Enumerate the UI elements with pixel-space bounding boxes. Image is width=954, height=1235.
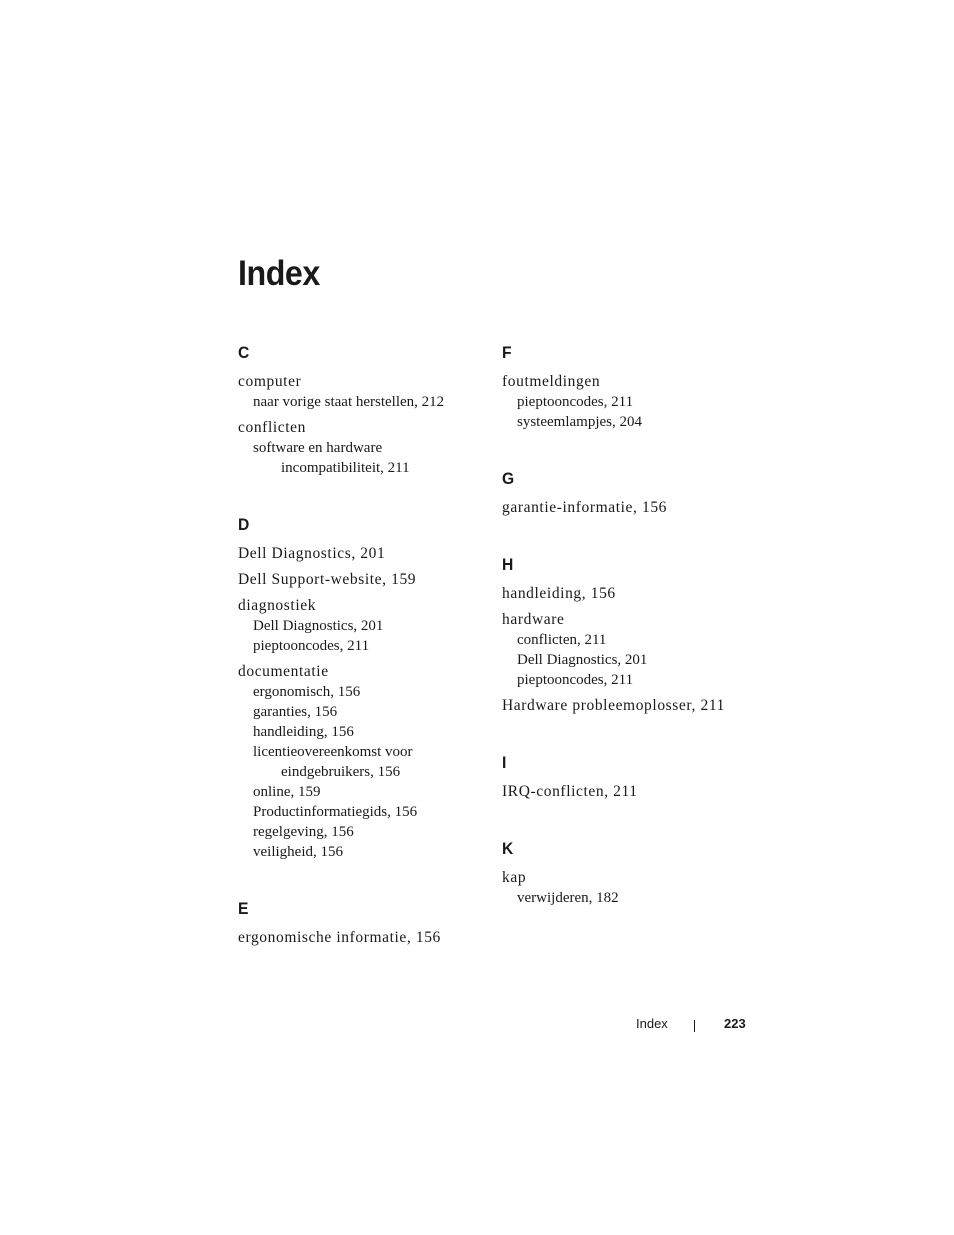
page-number: 223 — [724, 1016, 746, 1031]
subentry-text: garanties, 156 — [253, 704, 338, 720]
index-subentry — [238, 392, 488, 412]
section-letter: D — [238, 515, 250, 534]
index-term: conflicten — [238, 419, 306, 436]
index-subentry — [502, 670, 752, 690]
index-term: computer — [238, 373, 302, 390]
index-section-g — [502, 468, 752, 518]
footer-label: Index — [636, 1016, 668, 1031]
subentry-text: Dell Diagnostics, 201 — [517, 652, 648, 668]
subentry-continuation: incompatibiliteit, 211 — [281, 460, 410, 476]
index-term: foutmeldingen — [502, 373, 601, 390]
index-section-i — [502, 752, 752, 802]
index-section-c — [238, 342, 488, 478]
index-entry — [502, 782, 752, 802]
index-section-e — [238, 898, 488, 948]
index-subentry — [502, 630, 752, 650]
index-entry — [238, 544, 488, 564]
index-subentry — [238, 702, 488, 722]
subentry-text: licentieovereenkomst voor — [253, 744, 413, 760]
index-subentry — [238, 616, 488, 636]
index-subentry — [238, 782, 488, 802]
subentry-text: Productinformatiegids, 156 — [253, 804, 418, 820]
index-subentry — [238, 636, 488, 656]
index-subentry — [238, 842, 488, 862]
index-entry — [502, 868, 752, 908]
subentry-text: software en hardware — [253, 440, 383, 456]
index-subentry — [238, 438, 488, 478]
subentry-text: Dell Diagnostics, 201 — [253, 618, 384, 634]
index-entry — [238, 662, 488, 862]
section-letter: G — [502, 469, 515, 488]
index-term: diagnostiek — [238, 597, 317, 614]
subentry-text: pieptooncodes, 211 — [517, 394, 634, 410]
index-term: IRQ-conflicten, 211 — [502, 783, 638, 800]
index-subentry — [502, 888, 752, 908]
section-letter: K — [502, 839, 514, 858]
subentry-continuation: eindgebruikers, 156 — [281, 764, 401, 780]
subentry-text: online, 159 — [253, 784, 321, 800]
index-entry — [238, 928, 488, 948]
subentry-text: conflicten, 211 — [517, 632, 607, 648]
index-entry — [502, 584, 752, 604]
index-subentry — [238, 682, 488, 702]
footer-separator — [694, 1020, 695, 1032]
index-entry — [502, 610, 752, 690]
index-term: documentatie — [238, 663, 329, 680]
index-term: Hardware probleemoplosser, 211 — [502, 697, 725, 714]
subentry-text: pieptooncodes, 211 — [517, 672, 634, 688]
section-letter: C — [238, 343, 250, 362]
index-term: Dell Diagnostics, 201 — [238, 545, 386, 562]
subentry-text: naar vorige staat herstellen, 212 — [253, 394, 445, 410]
index-term: ergonomische informatie, 156 — [238, 929, 441, 946]
index-column-right — [502, 342, 752, 944]
index-section-h — [502, 554, 752, 716]
index-entry — [238, 596, 488, 656]
index-entry — [502, 372, 752, 432]
subentry-text: regelgeving, 156 — [253, 824, 354, 840]
index-subentry — [502, 650, 752, 670]
index-subentry — [502, 412, 752, 432]
index-subentry — [502, 392, 752, 412]
index-section-f — [502, 342, 752, 432]
index-section-k — [502, 838, 752, 908]
index-subentry — [238, 802, 488, 822]
index-subentry — [238, 722, 488, 742]
index-column-left — [238, 342, 488, 984]
subentry-text: pieptooncodes, 211 — [253, 638, 370, 654]
index-term: kap — [502, 869, 527, 886]
subentry-text: verwijderen, 182 — [517, 890, 619, 906]
subentry-text: veiligheid, 156 — [253, 844, 343, 860]
section-letter: I — [502, 753, 507, 772]
subentry-text: handleiding, 156 — [253, 724, 354, 740]
index-entry — [238, 372, 488, 412]
section-letter: F — [502, 343, 512, 362]
index-entry — [502, 696, 752, 716]
subentry-text: ergonomisch, 156 — [253, 684, 361, 700]
subentry-text: systeemlampjes, 204 — [517, 414, 642, 430]
page-title: Index — [238, 254, 320, 293]
index-entry — [502, 498, 752, 518]
index-term: handleiding, 156 — [502, 585, 616, 602]
index-subentry — [238, 742, 488, 782]
index-entry — [238, 418, 488, 478]
index-section-d — [238, 514, 488, 862]
section-letter: E — [238, 899, 249, 918]
section-letter: H — [502, 555, 514, 574]
index-subentry — [238, 822, 488, 842]
index-entry — [238, 570, 488, 590]
index-term: Dell Support-website, 159 — [238, 571, 417, 588]
index-term: hardware — [502, 611, 565, 628]
index-term: garantie-informatie, 156 — [502, 499, 668, 516]
